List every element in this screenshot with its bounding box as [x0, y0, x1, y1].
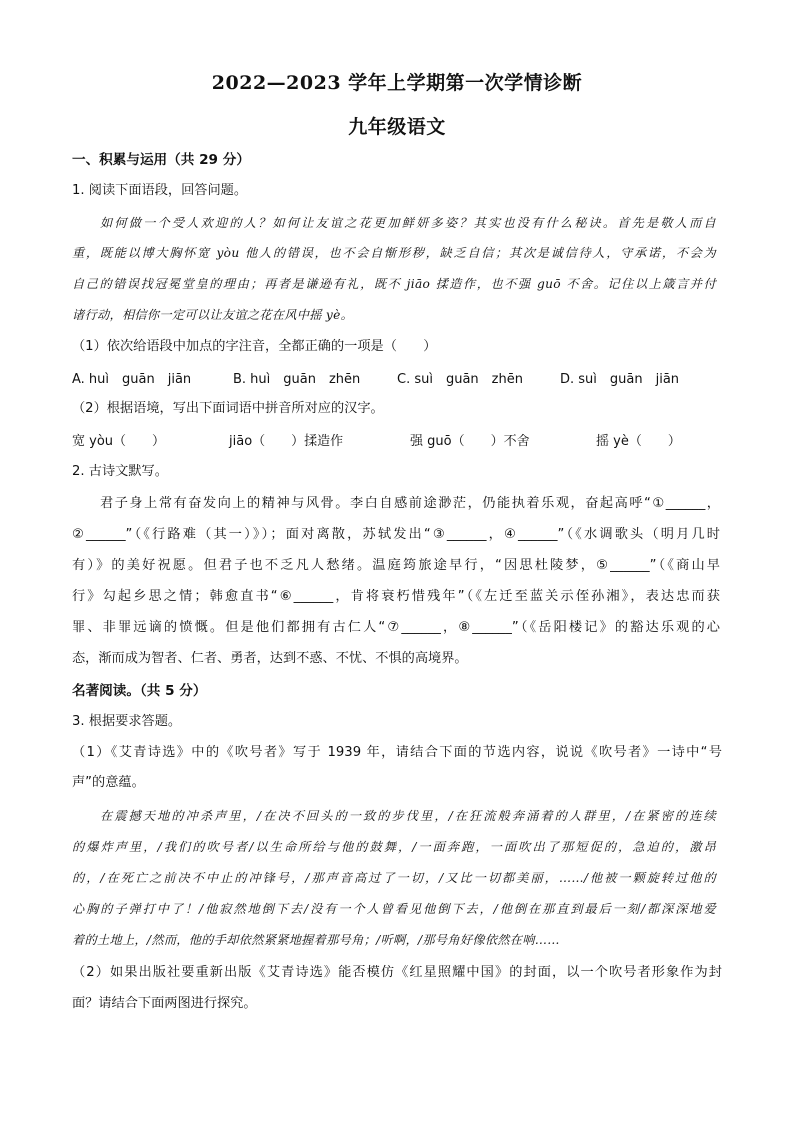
poem-line: 的爆炸声里，/我们的吹号者/以生命所给与他的鼓舞，/一面奔跑，一面吹出了那短促的，急迫的，激昂 — [72, 840, 716, 854]
fill-blank: jiāo（ ）揉造作 — [229, 434, 344, 449]
option-a: A. huì guān jiān — [72, 372, 192, 387]
fill-blank: 强 guō（ ）不舍 — [410, 434, 530, 449]
question-1-sub1: （1）依次给语段中加点的字注音，全都正确的一项是（ ） — [72, 339, 437, 354]
recitation-line: ②______”（《行路难（其一）》）；面对离散，苏轼发出“③______，④______”（《水调歌头（明月几时 — [72, 527, 720, 542]
question-3-stem: 3. 根据要求答题。 — [72, 714, 182, 729]
recitation-line: 态，渐而成为智者、仁者、勇者，达到不惑、不忧、不惧的高境界。 — [72, 651, 468, 666]
poem-line: 的，/在死亡之前决不中止的冲锋号，/那声音高过了一切，/又比一切都美丽，……/他被一颗旋转过他的 — [72, 871, 716, 885]
poem-line: 着的土地上，/然而，他的手却依然紧紧地握着那号角；/听啊，/那号角好像依然在响…… — [72, 933, 560, 947]
question-3-sub2-cont: 面？请结合下面两图进行探究。 — [72, 996, 257, 1011]
section-heading-accumulation: 一、积累与运用（共 29 分） — [72, 152, 250, 168]
option-b: B. huì guān zhēn — [233, 372, 361, 387]
question-3-sub1: （1）《艾青诗选》中的《吹号者》写于 1939 年，请结合下面的节选内容，说说《吹号者》一诗中“号 — [72, 745, 722, 760]
passage-line: 如何做一个受人欢迎的人？如何让友谊之花更加鲜妍多姿？其实也没有什么秘诀。首先是敬人而自 — [100, 216, 716, 230]
recitation-line: 行》勾起乡思之情；韩愈直书“⑥______，肯将衰朽惜残年”（《左迁至蓝关示侄孙湘》，表达忠而获 — [72, 589, 720, 604]
recitation-line: 有）》的美好祝愿。但君子也不乏凡人愁绪。温庭筠旅途早行，“因思杜陵梦，⑤______”（《商山早 — [72, 558, 720, 573]
question-3-sub1-cont: 声”的意蕴。 — [72, 775, 145, 790]
option-c: C. suì guān zhēn — [397, 372, 523, 387]
passage-line: 重，既能以博大胸怀宽 yòu 他人的错误，也不会自惭形秽，缺乏自信；其次是诚信待人，守承诺，不会为 — [72, 246, 716, 260]
fill-blank: 摇 yè（ ） — [596, 434, 681, 449]
exam-subtitle: 九年级语文 — [348, 116, 446, 138]
recitation-line: 君子身上常有奋发向上的精神与风骨。李白自感前途渺茫，仍能执着乐观，奋起高呼“①______， — [100, 496, 720, 511]
section-heading-classics: 名著阅读。（共 5 分） — [72, 683, 207, 699]
passage-line: 自己的错误找冠冕堂皇的理由；再者是谦逊有礼，既不 jiāo 揉造作，也不强 guō 不舍。记住以上箴言并付 — [72, 277, 716, 291]
question-3-sub2: （2）如果出版社要重新出版《艾青诗选》能否模仿《红星照耀中国》的封面，以一个吹号者形象作为封 — [72, 965, 722, 980]
recitation-line: 罪、非罪远谪的愤慨。但是他们都拥有古仁人“⑦______，⑧______”（《岳阳楼记》的豁达乐观的心 — [72, 620, 720, 635]
question-2-stem: 2. 古诗文默写。 — [72, 464, 168, 479]
passage-line: 诸行动，相信你一定可以让友谊之花在风中摇 yè。 — [72, 308, 354, 322]
exam-title: 2022—2023 学年上学期第一次学情诊断 — [211, 72, 583, 94]
question-1-sub2: （2）根据语境，写出下面词语中拼音所对应的汉字。 — [72, 401, 384, 416]
poem-line: 在震撼天地的冲杀声里，/在决不回头的一致的步伐里，/在狂流般奔涌着的人群里，/在紧密的连续 — [100, 809, 716, 823]
option-d: D. suì guān jiān — [560, 372, 680, 387]
fill-blank: 宽 yòu（ ） — [72, 434, 166, 449]
poem-line: 心胸的子弹打中了！/他寂然地倒下去/没有一个人曾看见他倒下去，/他倒在那直到最后一刻/都深深地爱 — [72, 902, 716, 916]
question-1-stem: 1. 阅读下面语段，回答问题。 — [72, 183, 248, 198]
